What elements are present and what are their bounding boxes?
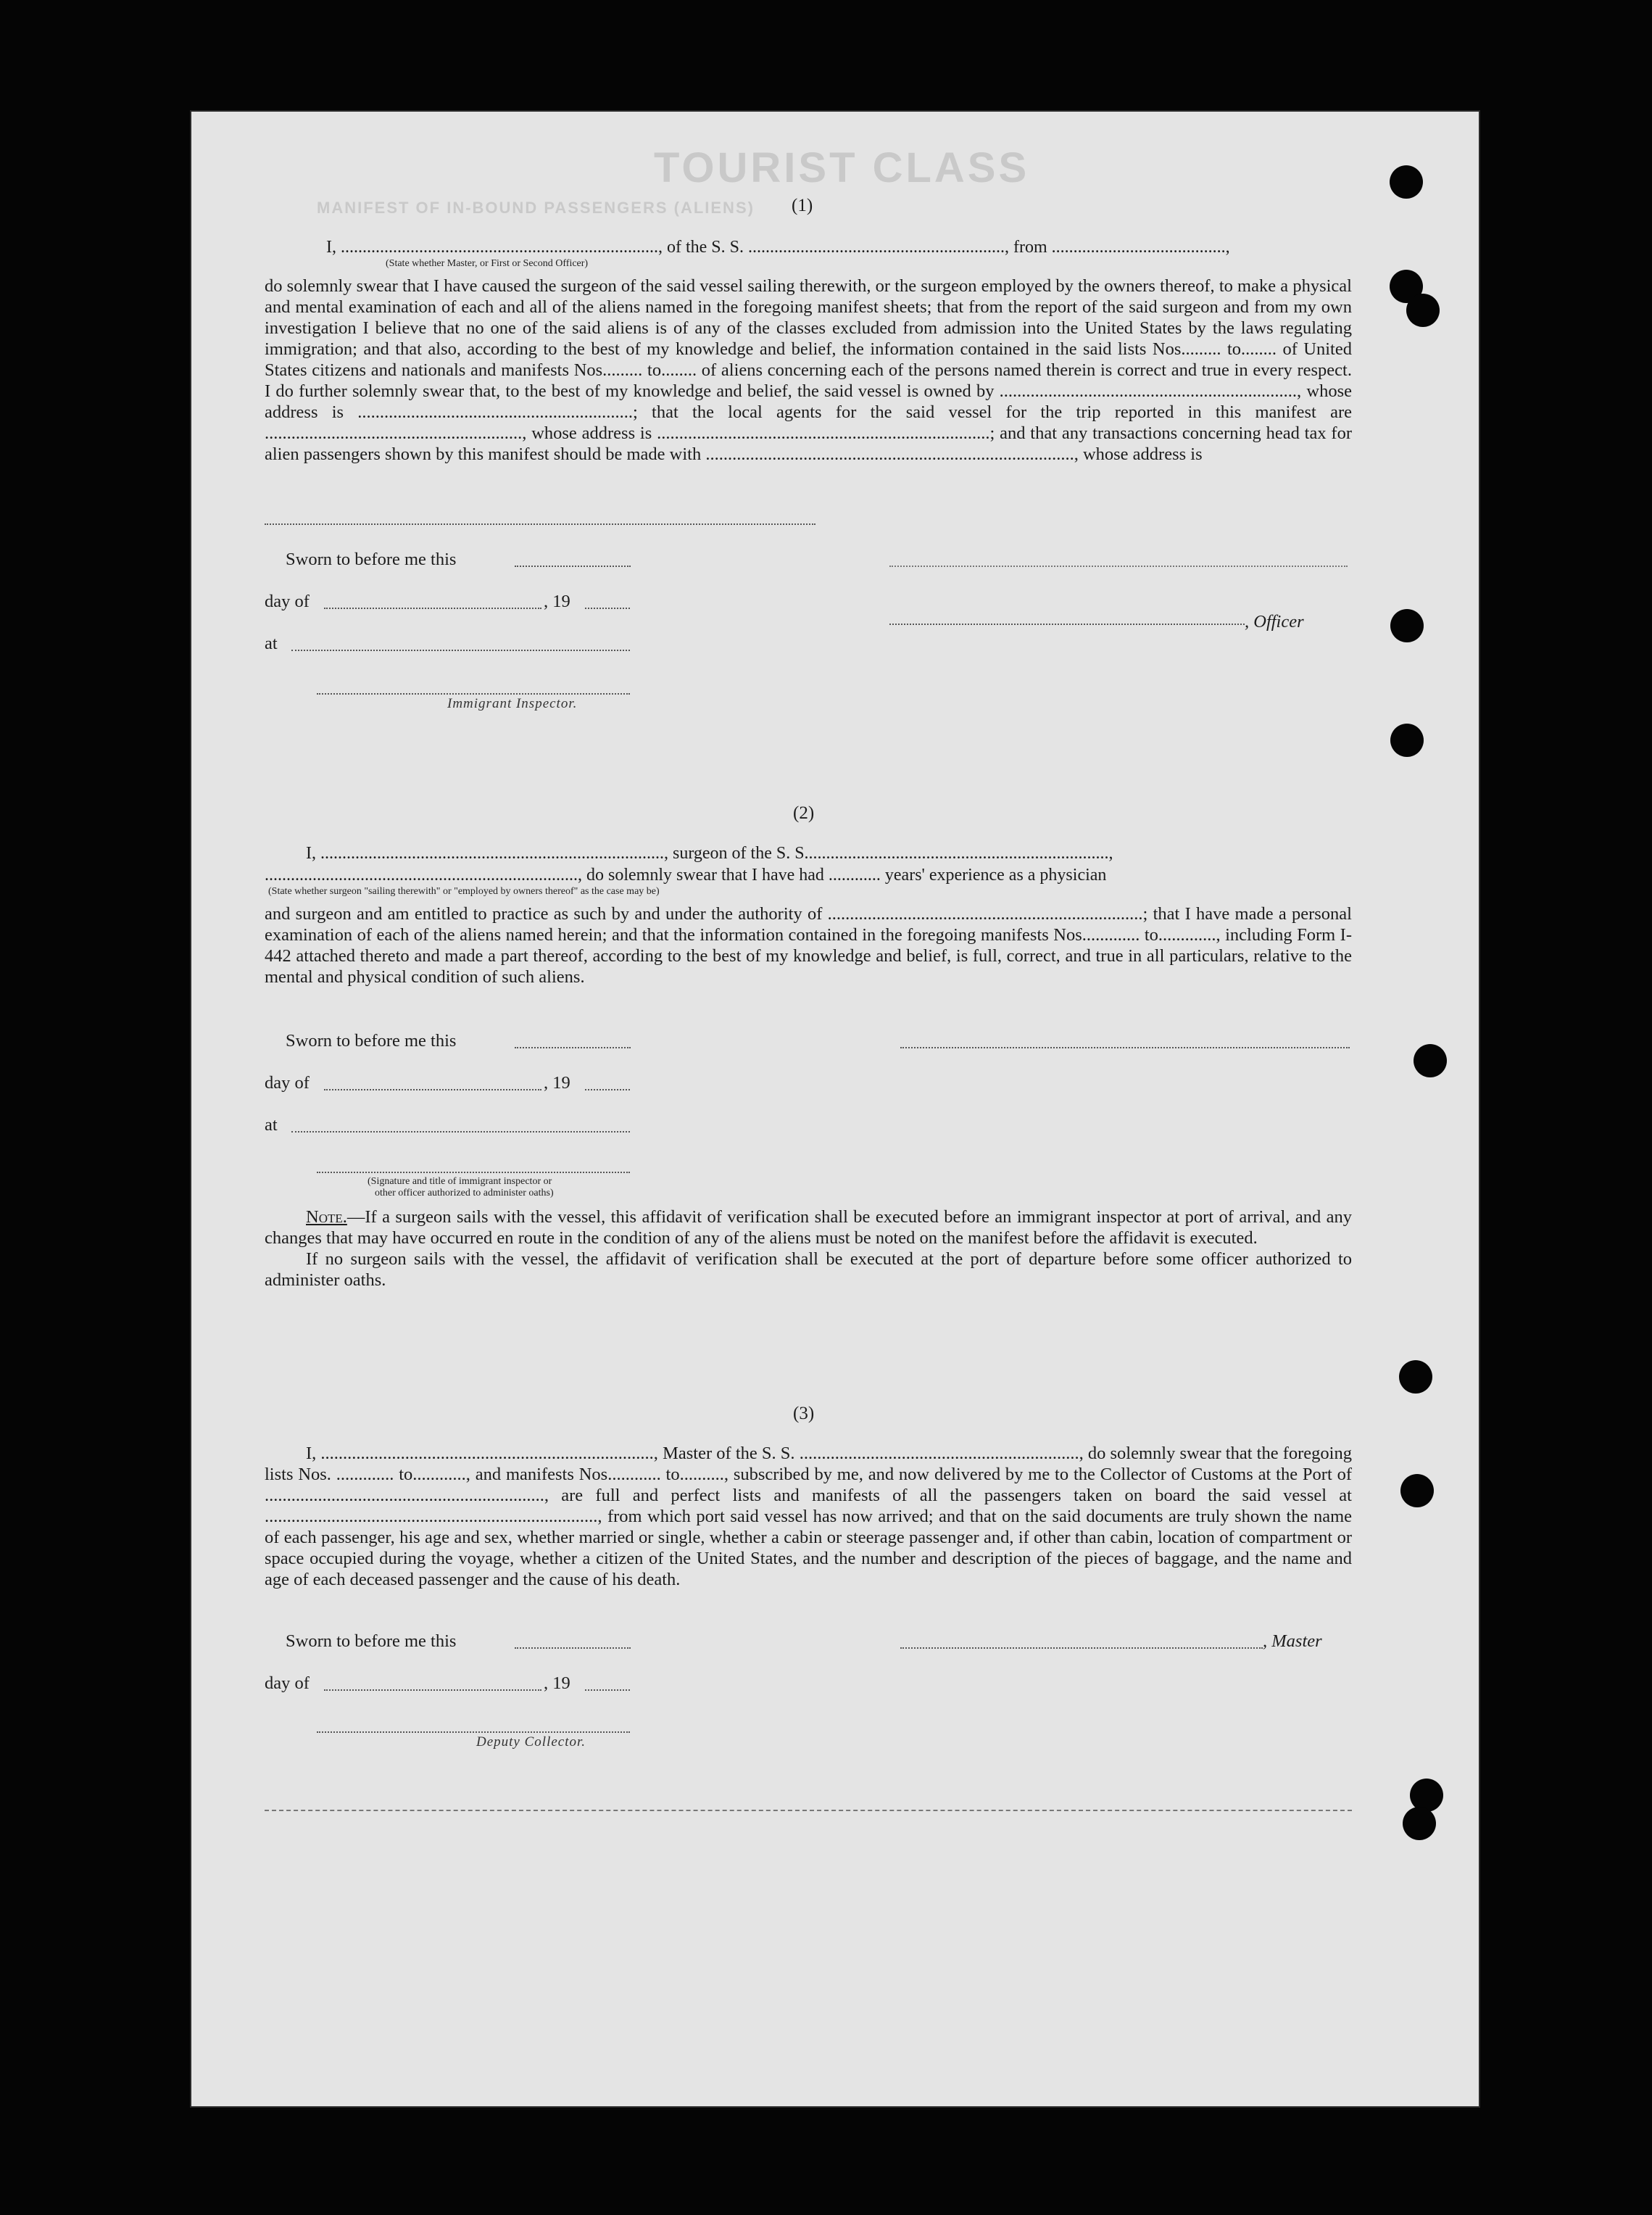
section2-note-para	[265, 1206, 1352, 1249]
section2-number: (2)	[793, 803, 815, 823]
section3-year: , 19	[544, 1673, 570, 1693]
section1-sworn-line[interactable]	[515, 566, 631, 567]
section2-note-block	[265, 1206, 1352, 1291]
section2-at: at	[265, 1115, 278, 1135]
section2-note: (State whether surgeon "sailing therewith" or "employed by owners thereof" as the case may be)	[268, 886, 660, 897]
section3-day-line[interactable]	[324, 1689, 541, 1691]
section2-signer-note2: other officer authorized to administer oaths)	[375, 1188, 554, 1198]
section2-year: , 19	[544, 1073, 570, 1093]
section2-line1: I, ..............................................................................., surgeon of the S. S......................................................................,	[306, 844, 1113, 863]
section1-inspector-line[interactable]	[317, 693, 630, 695]
list-title: MANIFEST OF IN-BOUND PASSENGERS (ALIENS)	[317, 199, 755, 217]
section2-signer-line[interactable]	[317, 1172, 630, 1173]
section3-master: , Master	[1263, 1631, 1322, 1651]
section3-year-line[interactable]	[585, 1689, 630, 1691]
section1-year: , 19	[544, 592, 570, 611]
binding-hole-icon	[1400, 1474, 1434, 1507]
section1-day-line[interactable]	[324, 608, 541, 609]
section3-sworn: Sworn to before me this	[286, 1631, 457, 1651]
binding-hole-icon	[1403, 1807, 1436, 1840]
binding-hole-icon	[1406, 294, 1440, 327]
section2-day-of: day of	[265, 1073, 310, 1093]
section3-signer: Deputy Collector.	[476, 1734, 586, 1750]
section2-sworn: Sworn to before me this	[286, 1031, 457, 1051]
section2-year-line[interactable]	[585, 1089, 630, 1090]
section1-officer: , Officer	[1245, 612, 1304, 632]
section2-signer-note1: (Signature and title of immigrant inspector or	[368, 1176, 552, 1187]
section1-number: (1)	[792, 196, 813, 215]
section1-officer-line[interactable]	[889, 624, 1245, 625]
stamp-text: TOURIST CLASS	[654, 144, 1030, 191]
binding-hole-icon	[1390, 165, 1423, 199]
note-label: Note.	[306, 1207, 347, 1227]
binding-hole-icon	[1390, 609, 1424, 642]
section3-master-line[interactable]	[900, 1647, 1263, 1649]
section1-line1: I, ........................................................................., of the S. S. ..........................................................., from ........................................,	[326, 238, 1230, 257]
section1-sworn: Sworn to before me this	[286, 550, 457, 569]
section1-at-line[interactable]	[291, 650, 630, 651]
section2-day-line[interactable]	[324, 1089, 541, 1090]
section2-note-para2: If no surgeon sails with the vessel, the affidavit of verification shall be executed at the port of departure before some officer authorized to administer oaths.	[265, 1249, 1352, 1290]
section2-surgeon-sign-line[interactable]	[900, 1047, 1350, 1048]
section1-year-line[interactable]	[585, 608, 630, 609]
section3-number: (3)	[793, 1404, 815, 1423]
section3-collector-line[interactable]	[317, 1731, 630, 1733]
section1-body	[265, 276, 1352, 465]
section2-sworn-line[interactable]	[515, 1047, 631, 1048]
section3-body	[265, 1443, 1352, 1590]
section1-at: at	[265, 634, 278, 653]
section1-signer: Immigrant Inspector.	[447, 696, 578, 711]
section2-body-text: and surgeon and am entitled to practice as such by and under the authority of .......................................................................; that I have made a personal examination of each of the aliens named herein; and that the information contained in the foregoing manifests Nos............. to............., including Form I-442 attached thereto and made a part thereof, according to the best of my knowledge and belief, is full, correct, and true in all particulars, relative to the mental and physical condition of such aliens.	[265, 904, 1352, 987]
section1-body-text: do solemnly swear that I have caused the surgeon of the said vessel sailing therewith, or the surgeon employed by the owners thereof, to make a physical and mental examination of each and all of the aliens named in the foregoing manifest sheets; that from the report of the said surgeon and from my own investigation I believe that no one of the said aliens is of any of the classes excluded from admission into the United States by the laws regulating immigration; and that also, according to the best of my knowledge and belief, the information contained in the said lists Nos......... to........ of United States citizens and nationals and manifests Nos......... to........ of aliens concerning each of the persons named therein is correct and true in every respect. I do further solemnly swear that, to the best of my knowledge and belief, the said vessel is owned by ..................................................................., whose address is ..............................................................; that the local agents for the said vessel for the trip reported in this manifest are .........................................................., whose address is ...........................................................................; and that any transactions concerning head tax for alien passengers shown by this manifest should be made with ..................................................................................., whose address is	[265, 276, 1352, 464]
section1-day-of: day of	[265, 592, 310, 611]
section1-trailing-line	[265, 523, 815, 525]
section1-officer-sign-line[interactable]	[889, 566, 1348, 567]
binding-hole-icon	[1414, 1044, 1447, 1077]
section3-day-of: day of	[265, 1673, 310, 1693]
section1-note: (State whether Master, or First or Second Officer)	[386, 258, 589, 269]
section2-at-line[interactable]	[291, 1131, 630, 1133]
section2-body	[265, 903, 1352, 988]
note-text: —If a surgeon sails with the vessel, this affidavit of verification shall be executed before an immigrant inspector at port of arrival, and any changes that may have occurred en route in the condition of any of the aliens must be noted on the manifest before the affidavit is executed.	[265, 1207, 1352, 1248]
document-page	[190, 110, 1480, 2108]
section3-body-text: I, ..........................................................................., Master of the S. S. ..............................................................., do solemnly swear that the foregoing lists Nos. ............. to............, and manifests Nos............ to.........., subscribed by me, and now delivered by me to the Collector of Customs at the Port of ..............................................................., are full and perfect lists and manifests of all the passengers taken on board the said vessel at ..........................................................................., from which port said vessel has now arrived; and that on the said documents are truly shown the name of each passenger, his age and sex, whether married or single, whether a cabin or steerage passenger and, if other than cabin, location of compartment or space occupied during the voyage, whether a citizen of the United States, and the number and description of the pieces of baggage, and the name and age of each deceased passenger and the cause of his death.	[265, 1444, 1352, 1589]
binding-hole-icon	[1399, 1360, 1432, 1394]
binding-hole-icon	[1390, 724, 1424, 757]
section3-sworn-line[interactable]	[515, 1647, 631, 1649]
bottom-rule	[265, 1810, 1352, 1811]
section2-line2: ........................................................................, do solemnly swear that I have had ............ years' experience as a physician	[265, 866, 1107, 885]
